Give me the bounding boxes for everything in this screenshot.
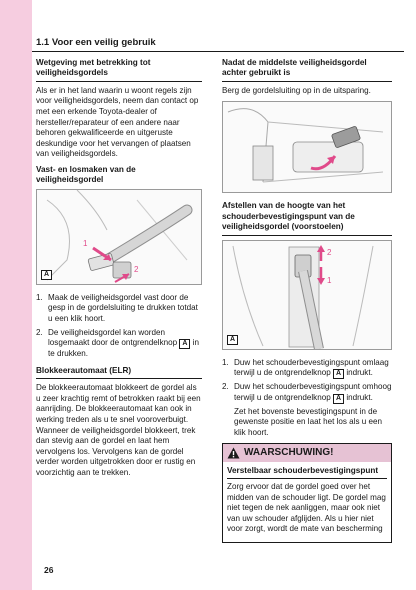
height-steps [222,358,392,439]
warning-heading: Verstelbaar schouderbevestigingspunt [227,466,387,479]
warning-body [223,462,391,542]
text-seatbelt-law: Als er in het land waarin u woont regels zijn voor veiligheidsgordels, neem dan contact op met een erkende Toyota-dealer of hersteller/reparateur of een andere naar behoren gekwalificeerde en uitgeruste deskundige voor het vervangen of plaatsen van veiligheidsgordels. [36,85,199,159]
right-column [222,58,392,543]
left-column [36,58,202,484]
callout-2: 2 [134,264,139,274]
page-number: 26 [44,565,54,575]
figure-label-a: A [227,335,238,345]
heading-stow-buckle: Nadat de middelste veiligheidsgordel achter gebruikt is [222,58,392,82]
list-item: 1. Duw het schouderbevestigingspunt omlaag terwijl u de ontgrendelknop A indrukt. [222,357,389,378]
shoulder-anchor-illustration [223,241,391,350]
text-elr: De blokkeerautomaat blokkeert de gordel als u zeer krachtig remt of betrokken raakt bij een aanrijding. De blokkeerautomaat kan ook in werking treden als u te snel vooroverbuigt. Wanneer de veiligheidsgordel blokkeert, trek dan stevig aan de gordel en laat hem vervolgens los. Vervolgens kan de gordel verder worden uitgetrokken door er rustig en voorzichtig aan te trekken. [36,383,201,477]
chapter-side-tab [0,0,32,590]
figure-shoulder-anchor [222,240,392,350]
heading-elr: Blokkeerautomaat (ELR) [36,366,202,379]
section-rule [32,51,404,52]
callout-1: 1 [83,238,88,248]
callout-1: 1 [327,275,332,285]
warning-text: Zorg ervoor dat de gordel goed over het midden van de schouder ligt. De gordel mag niet tegen de nek aanliggen, maar ook niet van uw schouder afglijden. Als u hier niet voor zorgt, wordt de mate van bescherming [227,482,386,534]
list-item: 2. Duw het schouderbevestigingspunt omhoog terwijl u de ontgrendelknop A indrukt. [222,382,392,402]
callout-2: 2 [327,247,332,257]
list-item: 1. Maak de veiligheidsgordel vast door de gesp in de gordelsluiting te drukken totdat u een klik hoort. [36,292,198,323]
figure-stow-buckle [222,101,392,193]
text-stow-buckle: Berg de gordelsluiting op in de uitsparing. [222,85,371,95]
section-title: 1.1 Voor een veilig gebruik [36,37,156,48]
release-button-label: A [179,339,190,349]
warning-title: WAARSCHUWING! [244,446,334,458]
warning-header [223,444,391,462]
heading-seatbelt-law: Wetgeving met betrekking tot veiligheidsgordels [36,58,202,82]
release-button-label: A [333,394,344,404]
buckle-illustration [37,190,201,285]
warning-box [222,443,392,543]
heading-fasten-release: Vast- en losmaken van de veiligheidsgordel [36,164,136,185]
release-button-label: A [333,369,344,379]
list-item: 2. De veiligheidsgordel kan worden losgemaakt door de ontgrendelknop A in te drukken. [36,327,200,359]
section-header [32,36,404,54]
warning-triangle-icon [227,447,240,459]
list-item: Zet het bovenste bevestigingspunt in de gewenste positie en laat het los als u een klik hoort. [234,406,383,437]
figure-label-a: A [41,270,52,280]
rear-seat-illustration [223,102,391,193]
figure-fasten-buckle [36,189,202,285]
heading-shoulder-anchor: Afstellen van de hoogte van het schouderbevestigingspunt van de veiligheidsgordel (voorstoelen) [222,201,392,235]
fasten-steps [36,293,202,360]
